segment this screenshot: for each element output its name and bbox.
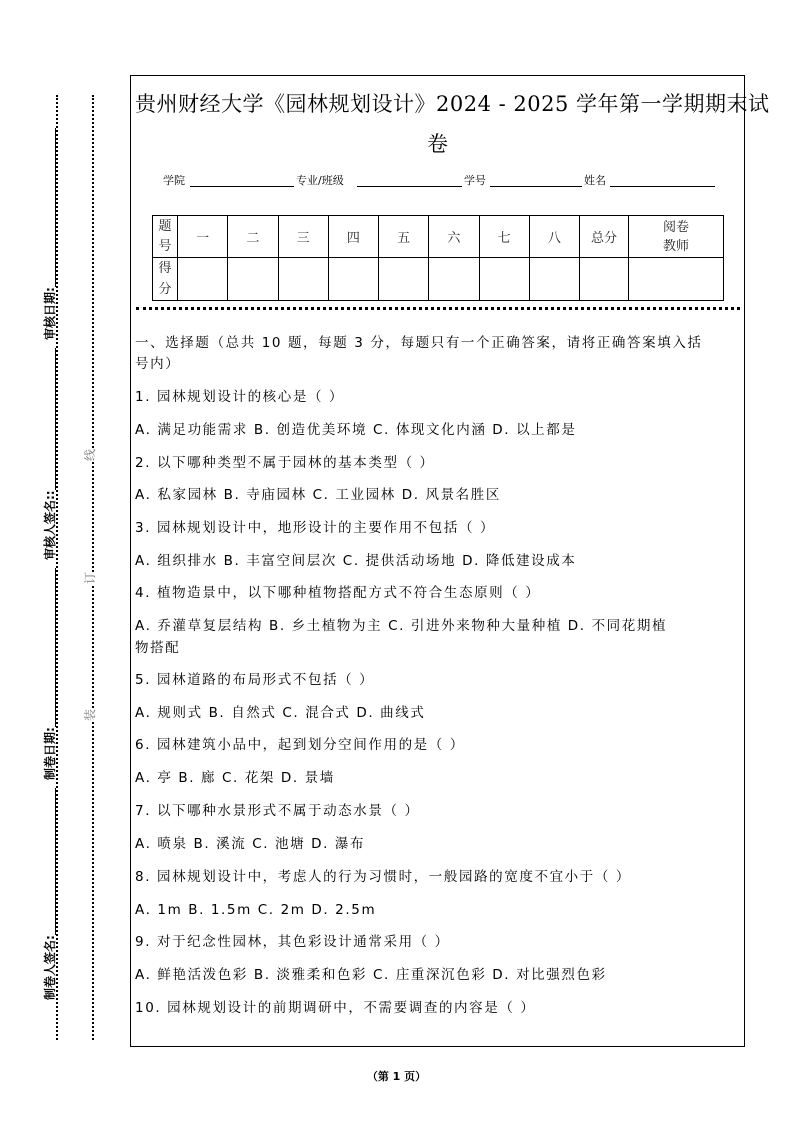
- options-4: A. 乔灌草复层结构 B. 乡土植物为主 C. 引进外来物种大量种植 D. 不同花期植: [135, 618, 668, 634]
- section-heading-cont: 号内）: [135, 356, 181, 372]
- name-field[interactable]: [610, 186, 715, 187]
- score-cell[interactable]: [328, 258, 378, 301]
- header-cell: 三: [278, 216, 328, 258]
- score-cell[interactable]: [178, 258, 228, 301]
- score-cell-grader[interactable]: [629, 258, 724, 301]
- header-cell-question-no: 题 号: [153, 216, 178, 258]
- options-9: A. 鲜艳活泼色彩 B. 淡雅柔和色彩 C. 庄重深沉色彩 D. 对比强烈色彩: [135, 967, 607, 983]
- options-2: A. 私家园林 B. 寺庙园林 C. 工业园林 D. 风景名胜区: [135, 487, 501, 503]
- signature-margin: [40, 120, 60, 1000]
- header-cell: 七: [479, 216, 529, 258]
- page-number: （第 1 页）: [366, 1070, 427, 1083]
- header-cell-grader: [629, 216, 724, 258]
- dotted-divider: [136, 307, 740, 310]
- college-label: 学院: [163, 174, 185, 187]
- question-3: 3. 园林规划设计中，地形设计的主要作用不包括（ ）: [135, 520, 496, 536]
- header-cell-total: 总分: [580, 216, 629, 258]
- score-cell[interactable]: [429, 258, 479, 301]
- options-5: A. 规则式 B. 自然式 C. 混合式 D. 曲线式: [135, 705, 426, 721]
- review-date-label: 审核日期:: [43, 287, 57, 340]
- score-cell[interactable]: [529, 258, 579, 301]
- header-cell: 四: [328, 216, 378, 258]
- major-class-label: 专业/班级: [296, 174, 344, 187]
- student-id-field[interactable]: [490, 186, 582, 187]
- major-class-field[interactable]: [357, 186, 462, 187]
- reviewer-signature-label: 审核人签名::: [43, 490, 57, 560]
- header-cell: 六: [429, 216, 479, 258]
- college-field[interactable]: [190, 186, 294, 187]
- preparer-signature-field[interactable]: [55, 788, 56, 935]
- question-6: 6. 园林建筑小品中，起到划分空间作用的是（ ）: [135, 737, 465, 753]
- prepare-date-label: 制卷日期:: [43, 727, 57, 780]
- question-4: 4. 植物造景中，以下哪种植物搭配方式不符合生态原则（ ）: [135, 585, 541, 601]
- section-heading: 一、选择题（总共 10 题，每题 3 分，每题只有一个正确答案，请将正确答案填入括: [135, 335, 703, 351]
- question-7: 7. 以下哪种水景形式不属于动态水景（ ）: [135, 803, 420, 819]
- binding-mark-xian: 线: [83, 448, 98, 462]
- header-cell: 八: [529, 216, 579, 258]
- question-8: 8. 园林规划设计中，考虑人的行为习惯时，一般园路的宽度不宜小于（ ）: [135, 869, 631, 885]
- seal-line-inner: [92, 95, 94, 1040]
- grader-label: 阅卷教师: [662, 219, 689, 254]
- prepare-date-field[interactable]: [55, 568, 56, 727]
- binding-mark-zhuang: 装: [83, 708, 98, 722]
- score-cell[interactable]: [479, 258, 529, 301]
- options-7: A. 喷泉 B. 溪流 C. 池塘 D. 瀑布: [135, 836, 366, 852]
- score-row-label: 得 分: [153, 258, 178, 301]
- score-cell-total[interactable]: [580, 258, 629, 301]
- name-label: 姓名: [584, 174, 606, 187]
- question-9: 9. 对于纪念性园林，其色彩设计通常采用（ ）: [135, 934, 450, 950]
- options-6: A. 亭 B. 廊 C. 花架 D. 景墙: [135, 770, 335, 786]
- options-8: A. 1m B. 1.5m C. 2m D. 2.5m: [135, 902, 377, 918]
- binding-mark-ding: 订: [83, 571, 98, 585]
- header-cell: 一: [178, 216, 228, 258]
- exam-title: 贵州财经大学《园林规划设计》2024 - 2025 学年第一学期期末试: [135, 92, 770, 116]
- options-1: A. 满足功能需求 B. 创造优美环境 C. 体现文化内涵 D. 以上都是: [135, 422, 577, 438]
- question-10: 10. 园林规划设计的前期调研中，不需要调查的内容是（ ）: [135, 1000, 536, 1016]
- reviewer-signature-field[interactable]: [55, 348, 56, 490]
- student-id-label: 学号: [464, 174, 486, 187]
- review-date-field[interactable]: [55, 128, 56, 287]
- score-table: [152, 215, 724, 301]
- question-5: 5. 园林道路的布局形式不包括（ ）: [135, 672, 375, 688]
- header-cell: 五: [379, 216, 429, 258]
- question-1: 1. 园林规划设计的核心是（ ）: [135, 389, 345, 405]
- options-3: A. 组织排水 B. 丰富空间层次 C. 提供活动场地 D. 降低建设成本: [135, 553, 577, 569]
- options-4-cont: 物搭配: [135, 640, 181, 656]
- header-cell: 二: [228, 216, 278, 258]
- preparer-signature-label: 制卷人签名:: [43, 935, 57, 1000]
- exam-title-cont: 卷: [427, 132, 448, 156]
- score-cell[interactable]: [278, 258, 328, 301]
- score-cell[interactable]: [228, 258, 278, 301]
- score-cell[interactable]: [379, 258, 429, 301]
- question-2: 2. 以下哪种类型不属于园林的基本类型（ ）: [135, 455, 435, 471]
